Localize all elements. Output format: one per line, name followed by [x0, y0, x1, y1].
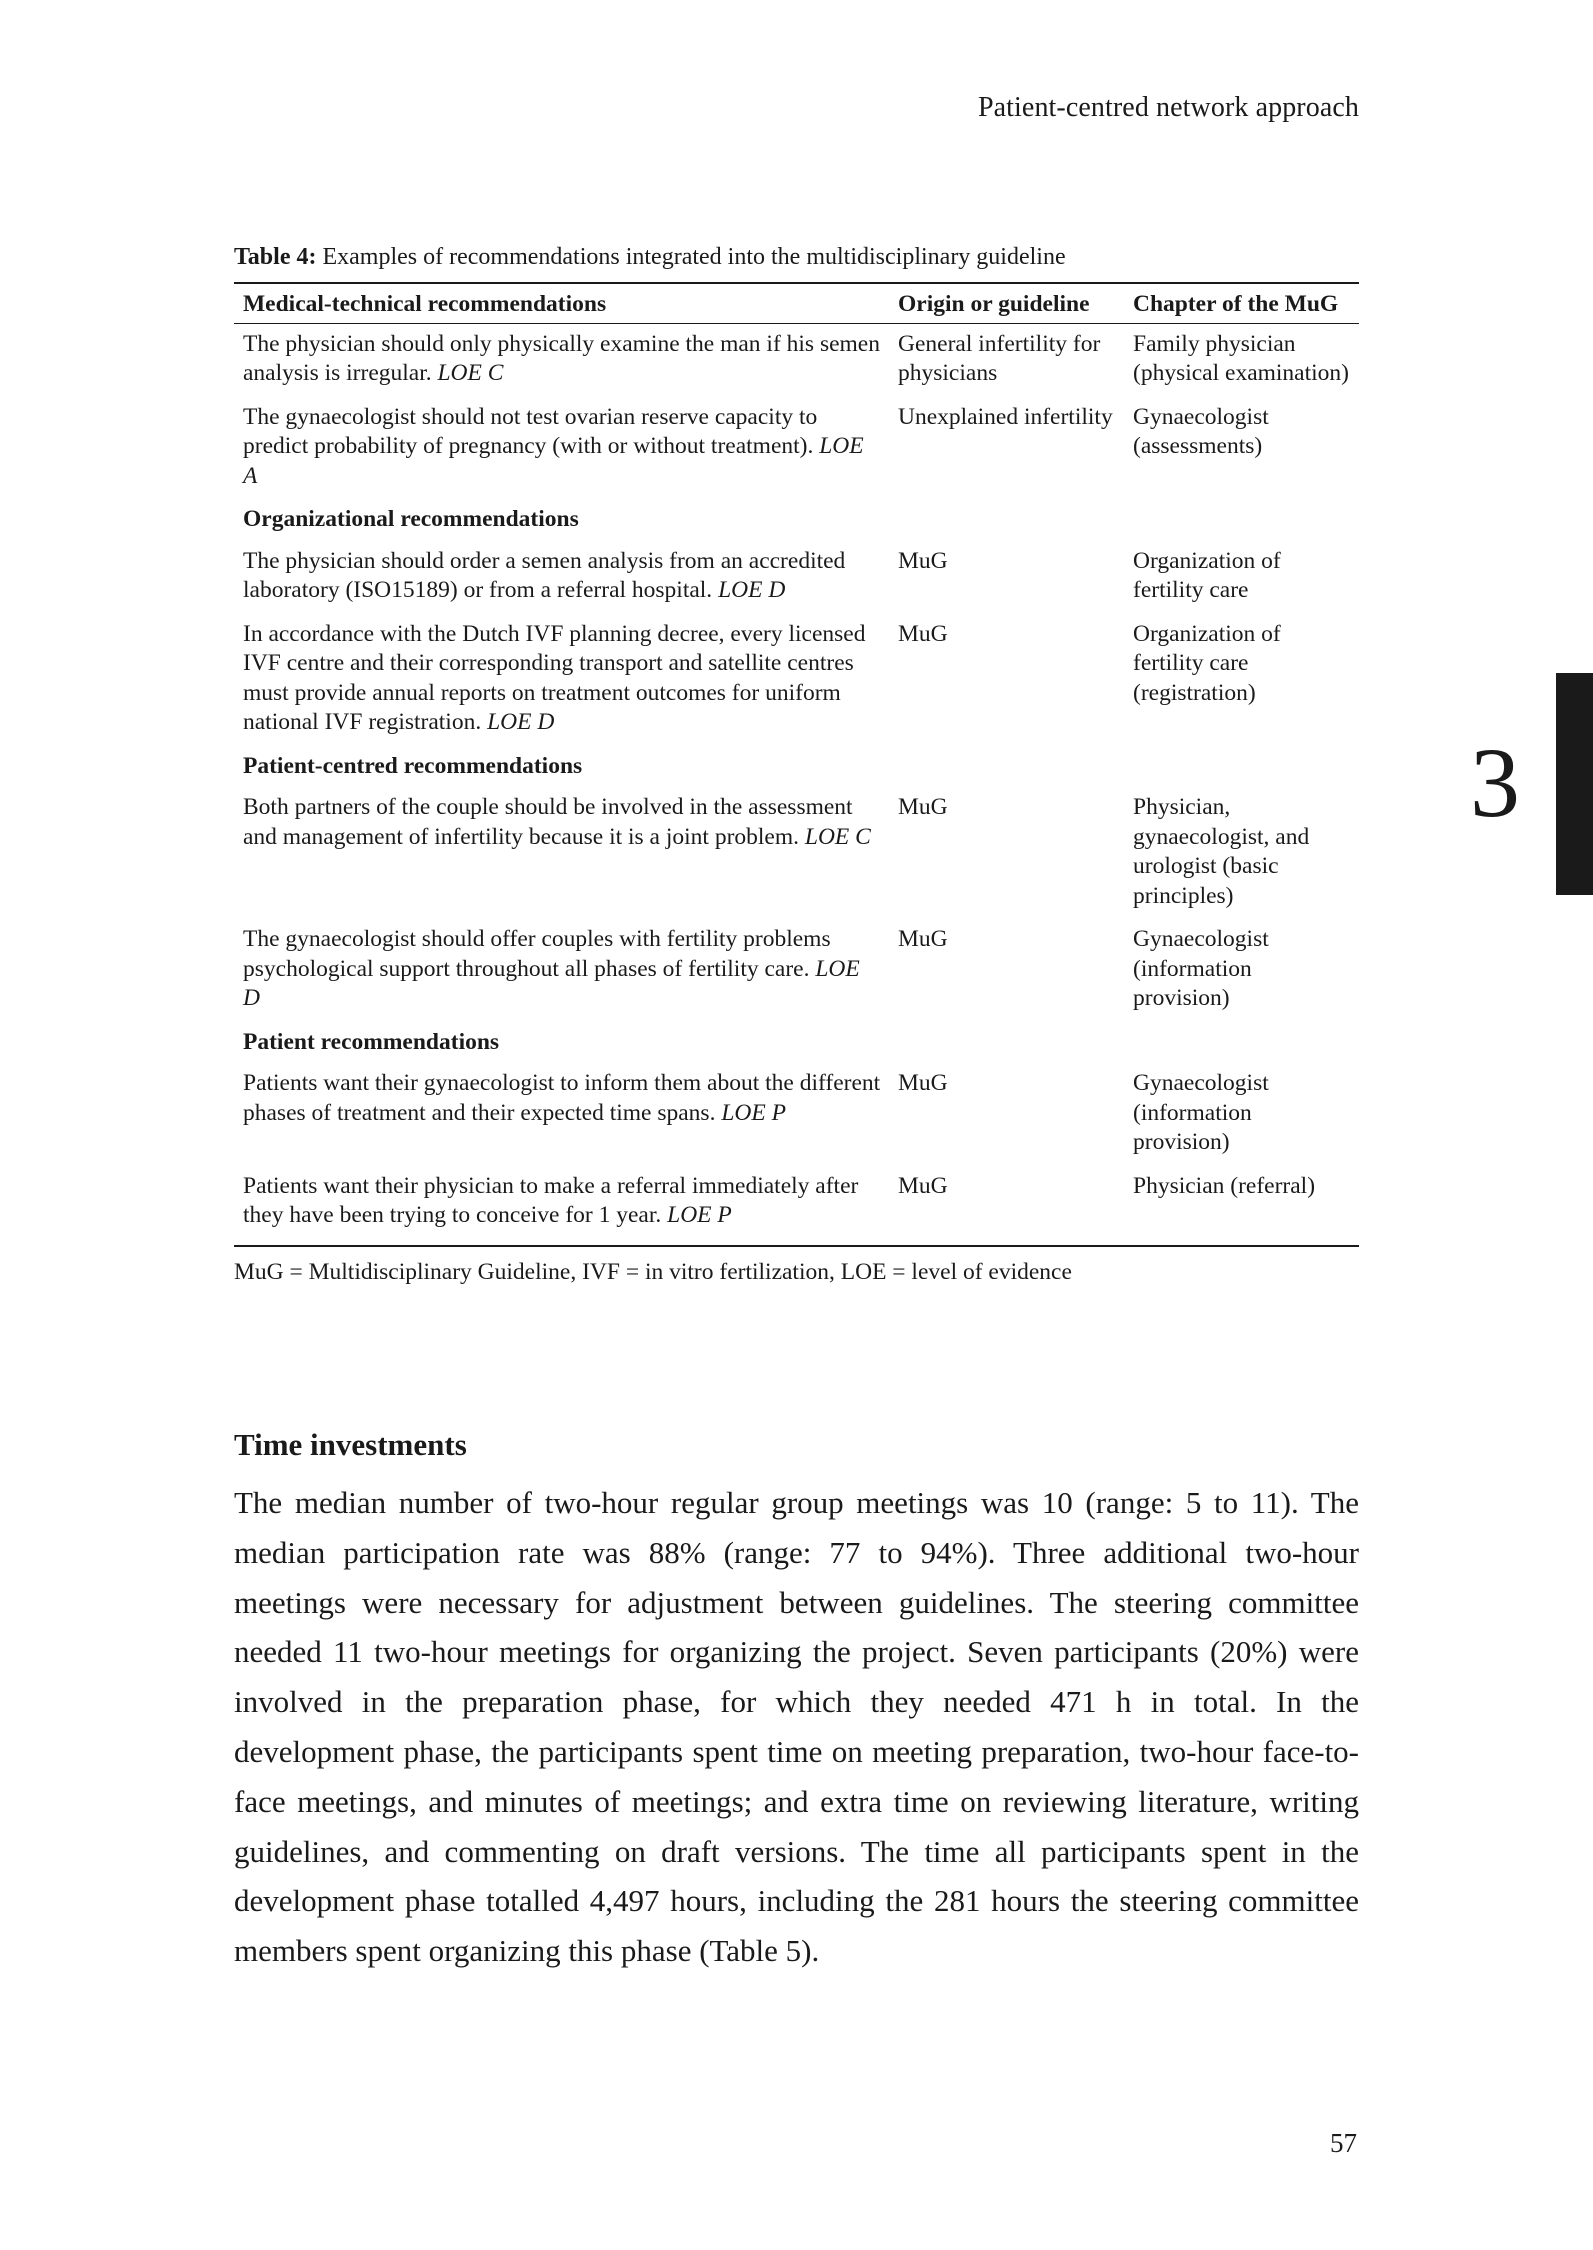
table-4 — [234, 244, 1359, 1286]
table-section-row — [234, 505, 1359, 547]
recommendations-table — [234, 282, 1359, 1247]
recommendation-text: Both partners of the couple should be involved in the assessment and management of infertility because it is a joint problem. — [243, 794, 853, 850]
origin-cell: MuG — [898, 794, 948, 820]
table-row — [234, 403, 1359, 506]
recommendation-cell — [234, 403, 889, 506]
loe-label: LOE D — [487, 709, 555, 735]
loe-label: LOE P — [667, 1202, 732, 1228]
table-caption-label: Table 4: — [234, 244, 317, 270]
loe-label: LOE A — [243, 433, 864, 489]
recommendation-cell — [234, 1069, 889, 1172]
loe-label: LOE D — [718, 577, 786, 603]
loe-label: LOE C — [804, 823, 871, 850]
loe-label: LOE C — [437, 360, 504, 386]
chapter-cell: Gynaecologist (information provision) — [1133, 1070, 1269, 1155]
table-section-title: Patient-centred recommendations — [243, 752, 583, 779]
table-caption-text: Examples of recommendations integrated into the multidisciplinary guideline — [322, 244, 1066, 270]
chapter-cell: Gynaecologist (assessments) — [1133, 403, 1269, 459]
body-paragraph: The median number of two-hour regular group meetings was 10 (range: 5 to 11). The median participation rate was 88% (range: 77 to 94%). Three additional two-hour meetings were necessary for adjustment between guidelines. The steering committee needed 11 two-hour meetings for organizing the project. Seven participants (20%) were involved in the preparation phase, for which they needed 471 h in total. In the development phase, the participants spent time on meeting preparation, two-hour face-to-face meetings, and minutes of meetings; and extra time on reviewing literature, writing guidelines, and commenting on draft versions. The time all participants spent in the development phase totalled 4,497 hours, including the 281 hours the steering committee members spent organizing this phase (Table 5). — [234, 1485, 1359, 1969]
recommendation-text: The physician should only physically examine the man if his semen analysis is irregular. — [243, 330, 880, 386]
table-header-row — [234, 283, 1359, 323]
recommendation-text: The physician should order a semen analysis from an accredited laboratory (ISO15189) or from a referral hospital. — [243, 547, 846, 603]
header-recommendation: Medical-technical recommendations — [234, 283, 889, 323]
chapter-number: 3 — [1470, 727, 1520, 838]
loe-label: LOE D — [243, 955, 860, 1011]
recommendation-text: The gynaecologist should offer couples with fertility problems psychological support throughout all phases of fertility care. — [243, 926, 831, 982]
origin-cell: General infertility for physicians — [898, 330, 1101, 386]
chapter-cell: Family physician (physical examination) — [1133, 330, 1349, 386]
recommendation-cell — [234, 793, 889, 925]
table-row — [234, 547, 1359, 620]
page-number: 57 — [1330, 2128, 1357, 2158]
table-row — [234, 925, 1359, 1028]
section-heading: Time investments — [234, 1427, 467, 1462]
chapter-cell: Physician, gynaecologist, and urologist (basic principles) — [1133, 794, 1310, 909]
recommendation-cell — [234, 925, 889, 1028]
table-body — [234, 323, 1359, 1246]
recommendation-cell — [234, 1172, 889, 1246]
loe-label: LOE P — [721, 1099, 786, 1126]
table-row — [234, 1172, 1359, 1246]
recommendation-cell — [234, 323, 889, 403]
table-row — [234, 620, 1359, 752]
recommendation-cell — [234, 547, 889, 620]
table-row — [234, 1069, 1359, 1172]
table-footnote: MuG = Multidisciplinary Guideline, IVF = in vitro fertilization, LOE = level of evidence — [234, 1258, 1072, 1285]
origin-cell: MuG — [898, 1172, 948, 1199]
chapter-tab — [1556, 673, 1593, 895]
table-section-row — [234, 1028, 1359, 1070]
chapter-cell: Organization of fertility care — [1133, 547, 1281, 603]
recommendation-cell — [234, 620, 889, 752]
header-origin: Origin or guideline — [889, 283, 1124, 323]
recommendation-text: The gynaecologist should not test ovarian reserve capacity to predict probability of pregnancy (with or without treatment). — [243, 403, 818, 459]
table-section-row — [234, 752, 1359, 794]
table-section-title: Organizational recommendations — [243, 506, 579, 532]
origin-cell: MuG — [898, 926, 948, 952]
origin-cell: Unexplained infertility — [898, 403, 1113, 430]
chapter-cell: Physician (referral) — [1133, 1172, 1316, 1199]
header-chapter: Chapter of the MuG — [1124, 283, 1359, 323]
origin-cell: MuG — [898, 1070, 948, 1096]
chapter-cell: Gynaecologist (information provision) — [1133, 926, 1269, 1011]
origin-cell: MuG — [898, 620, 948, 647]
recommendation-text: Patients want their gynaecologist to inform them about the different phases of treatment and their expected time spans. — [243, 1070, 881, 1126]
table-section-title: Patient recommendations — [243, 1028, 500, 1055]
recommendation-text: In accordance with the Dutch IVF planning decree, every licensed IVF centre and their corresponding transport and satellite centres must provide annual reports on treatment outcomes for uniform national IVF registration. — [243, 620, 866, 735]
chapter-cell: Organization of fertility care (registration) — [1133, 620, 1281, 706]
table-row — [234, 323, 1359, 403]
running-head: Patient-centred network approach — [977, 92, 1359, 123]
recommendation-text: Patients want their physician to make a referral immediately after they have been trying to conceive for 1 year. — [243, 1172, 859, 1228]
table-row — [234, 793, 1359, 925]
table-caption — [234, 244, 1359, 271]
origin-cell: MuG — [898, 547, 948, 574]
